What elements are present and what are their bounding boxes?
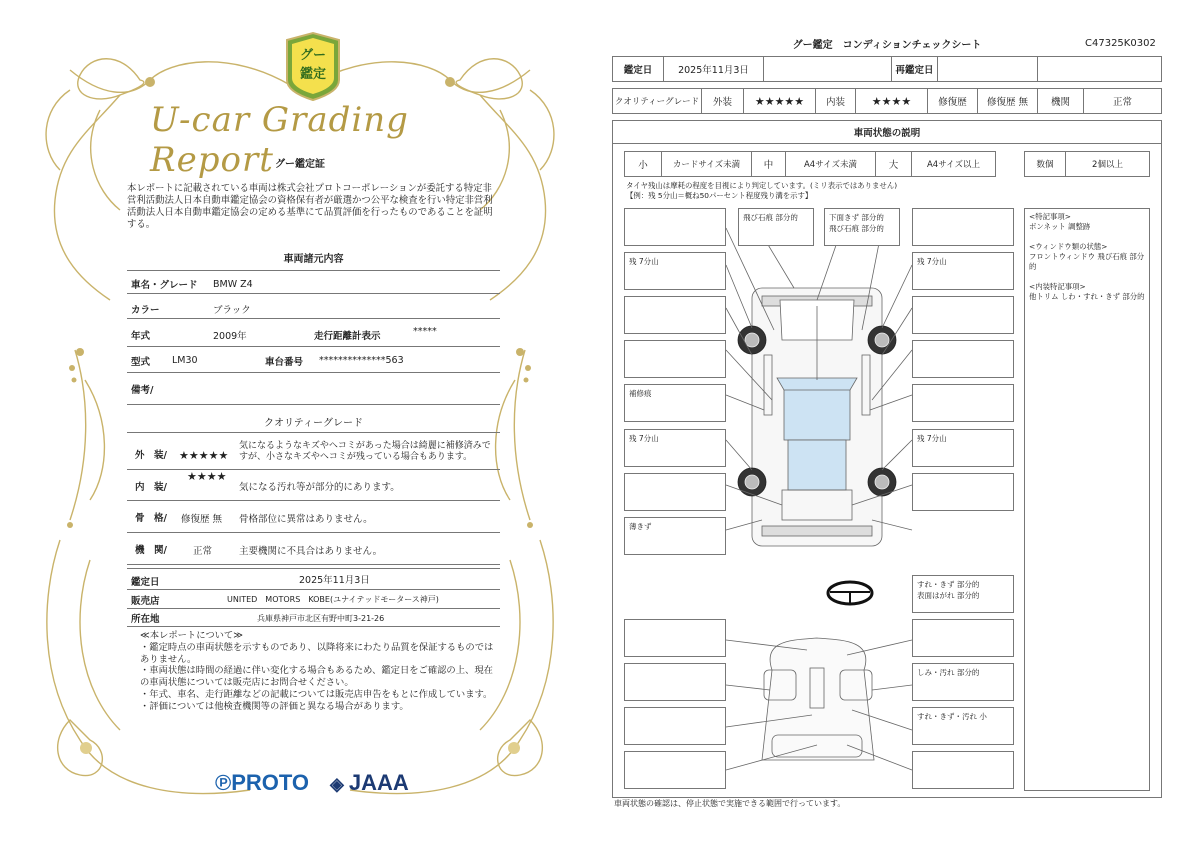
address-label: 所在地	[131, 614, 160, 625]
size-small-desc: カードサイズ未満	[661, 152, 751, 176]
year-label: 年式	[131, 331, 151, 342]
callout-interior-left-3	[624, 707, 726, 745]
callout-light-scratch: 薄きず	[624, 517, 726, 555]
engine-text: 主要機関に不具合はありません。	[239, 546, 383, 557]
interior-label: 内装	[815, 89, 855, 113]
callout-tire-rear-right: 残 7分山	[912, 429, 1014, 467]
color-value: ブラック	[213, 305, 251, 316]
callout-interior-right-1	[912, 619, 1014, 657]
special-notes-heading: <特記事項>	[1029, 212, 1071, 221]
name-value: BMW Z4	[213, 279, 253, 290]
size-medium-label: 中	[751, 152, 785, 176]
callout-front-underbody: 下面きず 部分的 飛び石痕 部分的	[824, 208, 900, 246]
callout-left-2	[624, 296, 726, 334]
window-condition-heading: <ウィンドウ類の状態>	[1029, 242, 1108, 251]
appraisal-date-value: 2025年11月3日	[299, 575, 370, 586]
address-value: 兵庫県神戸市北区有野中町3-21-26	[257, 614, 385, 623]
chassis-label: 車台番号	[265, 357, 304, 368]
engine-value: 正常	[193, 546, 213, 557]
spec-row-remarks	[127, 374, 500, 405]
chassis-value: **************563	[319, 355, 404, 366]
jaaa-logo: ◈ JAAA	[330, 770, 409, 795]
callout-front-left	[624, 208, 726, 246]
quality-row-engine	[127, 534, 500, 565]
count-legend	[1024, 151, 1150, 177]
reinspection-date-value	[937, 57, 1037, 81]
size-medium-desc: A4サイズ未満	[785, 152, 875, 176]
callout-seat-stain: しみ・汚れ 部分的	[912, 663, 1014, 701]
quality-row-frame	[127, 502, 500, 533]
reinspection-date-label: 再鑑定日	[891, 57, 937, 81]
count-desc: 2個以上	[1065, 152, 1149, 176]
condition-heading: 車両状態の説明	[612, 120, 1162, 144]
certificate-title: グー鑑定証	[275, 159, 325, 170]
date-row	[612, 56, 1162, 82]
size-large-label: 大	[875, 152, 911, 176]
interior-notes-text: 他トリム しわ・すれ・きず 部分的	[1029, 292, 1145, 301]
interior-value: ★★★★	[855, 89, 927, 113]
appraisal-date-label: 鑑定日	[131, 577, 160, 588]
size-small-label: 小	[638, 160, 648, 171]
callout-rear-seat: すれ・きず・汚れ 小	[912, 707, 1014, 745]
info-row-address	[127, 610, 500, 627]
callout-interior-right-4	[912, 751, 1014, 789]
exterior-stars: ★★★★★	[179, 449, 229, 462]
callout-interior-left-4	[624, 751, 726, 789]
special-notes-text: ボンネット 調整跡	[1029, 222, 1091, 231]
count-label: 数個	[1036, 160, 1054, 170]
spec-row-year	[127, 320, 500, 347]
certificate-text: 本レポートに記載されている車両は株式会社プロトコーポレーションが委託する特定非営利活動法人日本自動車鑑定協会の資格保有者が厳選かつ公平な検査を行い特定非営利活動法人日本自動車鑑定協会の定める基準にて品質評価を行ったものであることを証明する。	[127, 183, 493, 230]
callout-right-3	[912, 340, 1014, 378]
special-notes	[1024, 208, 1150, 791]
info-row-date	[127, 568, 500, 590]
engine-label: 機 関/	[135, 545, 167, 556]
appraisal-date-label: 鑑定日	[623, 65, 653, 76]
callout-left-3	[624, 340, 726, 378]
size-large-desc: A4サイズ以上	[911, 152, 995, 176]
quality-grade-label: クオリティーグレード	[614, 97, 700, 107]
callout-interior-left-1	[624, 619, 726, 657]
model-value: LM30	[172, 355, 198, 366]
note-item: ・鑑定時点の車両状態を示すものであり、以降将来にわたり品質を保証するものではありません。	[140, 641, 494, 665]
frame-label: 骨 格/	[135, 513, 167, 524]
callout-tire-front-right: 残 7分山	[912, 252, 1014, 290]
repair-history-value: 修復歴 無	[977, 89, 1037, 113]
interior-notes-heading: <内装特記事項>	[1029, 282, 1086, 291]
exterior-label: 外装	[701, 89, 743, 113]
dealer-label: 販売店	[131, 596, 160, 607]
info-row-dealer	[127, 590, 500, 609]
specs-heading: 車両諸元内容	[283, 254, 344, 265]
document-code: C47325K0302	[1085, 38, 1156, 49]
quality-row-interior	[127, 470, 500, 501]
callout-left-6	[624, 473, 726, 511]
note-item: ・評価については他検査機関等の評価と異なる場合があります。	[140, 700, 409, 712]
frame-value: 修復歴 無	[181, 514, 223, 525]
spec-row-color	[127, 294, 500, 319]
callout-tire-rear-left: 残 7分山	[624, 429, 726, 467]
appraisal-date-value: 2025年11月3日	[663, 57, 763, 81]
proto-logo: ℗PROTO	[215, 770, 310, 795]
dealer-value: UNITED MOTORS KOBE(ユナイテッドモータース神戸)	[227, 595, 439, 604]
report-notes	[140, 630, 500, 713]
engine-value: 正常	[1083, 89, 1161, 113]
interior-text: 気になる汚れ等が部分的にあります。	[239, 482, 400, 493]
repair-history-label: 修復歴	[927, 89, 977, 113]
exterior-text: 気になるようなキズやヘコミがあった場合は綺麗に補修済みですが、小さなキズやヘコミが残っている場合もあります。	[239, 441, 491, 462]
interior-stars: ★★★★	[187, 470, 227, 483]
size-legend	[624, 151, 996, 177]
name-label: 車名・グレード	[131, 280, 198, 291]
tire-note: タイヤ残山は摩耗の程度を目視により判定しています。(ミリ表示ではありません)	[626, 181, 898, 190]
callout-interior-left-2	[624, 663, 726, 701]
notes-heading: ≪本レポートについて≫	[140, 630, 243, 641]
quality-row-exterior	[127, 432, 500, 470]
interior-label: 内 装/	[135, 482, 167, 493]
quality-heading: クオリティーグレード	[264, 418, 363, 429]
spec-row-model	[127, 348, 500, 373]
callout-right-2	[912, 296, 1014, 334]
year-value: 2009年	[213, 331, 247, 342]
callout-repair-mark: 補修痕	[624, 384, 726, 422]
checksheet-title: グー鑑定 コンディションチェックシート	[792, 40, 982, 51]
color-label: カラー	[131, 305, 160, 316]
footer-note: 車両状態の確認は、停止状態で実施できる範囲で行っています。	[614, 799, 846, 808]
window-condition-text: フロントウィンドウ 飛び石痕 部分的	[1029, 252, 1145, 271]
engine-label: 機関	[1037, 89, 1083, 113]
callout-steering: すれ・きず 部分的 表面はがれ 部分的	[912, 575, 1014, 613]
spec-row-name	[127, 270, 500, 294]
badge-logo-text: グー鑑定	[299, 48, 326, 82]
model-label: 型式	[131, 357, 151, 368]
mileage-label: 走行距離計表示	[314, 331, 381, 342]
mileage-value: *****	[413, 326, 437, 337]
callout-right-4	[912, 384, 1014, 422]
callout-front-bumper: 飛び石痕 部分的	[738, 208, 814, 246]
callout-front-right	[912, 208, 1014, 246]
note-item: ・年式、車名、走行距離などの記載については販売店申告をもとに作成しています。	[140, 688, 493, 700]
callout-tire-front-left: 残 7分山	[624, 252, 726, 290]
exterior-label: 外 装/	[135, 450, 167, 461]
frame-text: 骨格部位に異常はありません。	[239, 514, 373, 525]
exterior-value: ★★★★★	[743, 89, 815, 113]
report-script-title: U-car Grading Report	[150, 100, 409, 180]
tire-example-note: 【例：残 5分山＝概ね50パーセント程度残り溝を示す】	[626, 191, 813, 200]
note-item: ・車両状態は時間の経過に伴い変化する場合もあるため、鑑定日をご確認の上、現在の車両状態については販売店にお問合せください。	[140, 665, 493, 689]
callout-right-6	[912, 473, 1014, 511]
remarks-label: 備考/	[131, 385, 154, 396]
grade-row	[612, 88, 1162, 114]
